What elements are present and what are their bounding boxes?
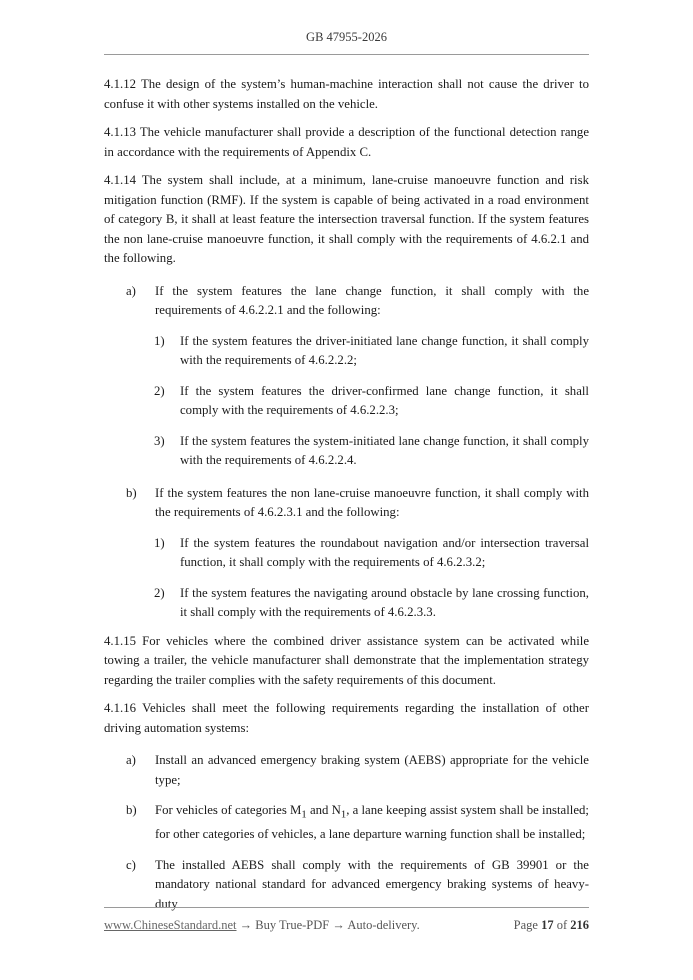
list-text: If the system features the lane change function, it shall comply with the requirements of 4.6.2.2.1 and the following: [155, 283, 589, 317]
running-header: GB 47955-2026 [306, 30, 387, 44]
sub-list-item [104, 534, 589, 573]
sub-list-label: 3) [154, 433, 165, 448]
text-run: , a lane keeping assist system shall be installed; for other categories of vehicles, a lane departure warning function shall be installed; [155, 803, 589, 842]
buy-pdf-link[interactable]: Buy True-PDF [255, 918, 330, 932]
sub-list-label: 1) [154, 535, 165, 550]
sub-list-text: If the system features the system-initiated lane change function, it shall comply with the requirements of 4.6.2.2.4. [180, 433, 589, 467]
text-run: For vehicles of categories M [155, 803, 302, 817]
text-run: and N [306, 803, 341, 817]
sub-list-label: 1) [154, 333, 165, 348]
clause-4-1-13: 4.1.13 The vehicle manufacturer shall provide a description of the functional detection range in accordance with the requirements of Appendix C. [104, 125, 589, 159]
sub-list-text: If the system features the roundabout navigation and/or intersection traversal function, it shall comply with the requirements of 4.6.2.3.2; [180, 535, 589, 569]
sub-list-item [104, 382, 589, 421]
subscript: 1 [301, 809, 307, 821]
list-label: a) [126, 283, 136, 298]
header-rule [104, 54, 589, 55]
footer-links [104, 918, 420, 933]
clause-4-1-14: 4.1.14 The system shall include, at a minimum, lane-cruise manoeuvre function and risk mitigation function (RMF). If the system is capable of being activated in a road environment of category B, it shall at least feature the intersection traversal function. If the system features the non lane-cruise manoeuvre function, it shall comply with the requirements of 4.6.2.1 and the following. [104, 173, 589, 265]
subscript: 1 [340, 809, 347, 821]
sub-list-text: If the system features the driver-confirmed lane change function, it shall comply with the requirements of 4.6.2.2.3; [180, 383, 589, 417]
list-item [104, 751, 589, 790]
sub-list-text: If the system features the driver-initiated lane change function, it shall comply with the requirements of 4.6.2.2.2; [180, 333, 589, 367]
list-text: The installed AEBS shall comply with the requirements of GB 39901 or the mandatory national standard for advanced emergency braking systems of heavy-duty [155, 857, 589, 911]
list-text [155, 801, 589, 845]
list-label: b) [126, 803, 137, 817]
page-number [514, 918, 589, 933]
sub-list-item [104, 432, 589, 471]
list-text: If the system features the non lane-cruise manoeuvre function, it shall comply with the requirements of 4.6.2.3.1 and the following: [155, 485, 589, 519]
page-body [104, 75, 589, 925]
sub-list-label: 2) [154, 383, 165, 398]
sub-list-item [104, 332, 589, 371]
list-item [104, 282, 589, 321]
footer-rule [104, 907, 589, 908]
list-item [104, 801, 589, 845]
sub-list-item [104, 584, 589, 623]
auto-delivery-text: Auto-delivery. [347, 918, 420, 932]
arrow-icon: → [236, 918, 256, 932]
clause-4-1-12: 4.1.12 The design of the system’s human-machine interaction shall not cause the driver to confuse it with other systems installed on the vehicle. [104, 77, 589, 111]
current-page: 17 [541, 918, 554, 932]
total-pages: 216 [570, 918, 589, 932]
list-text: Install an advanced emergency braking system (AEBS) appropriate for the vehicle type; [155, 753, 589, 787]
list-label: c) [126, 857, 136, 872]
sub-list-label: 2) [154, 585, 165, 600]
clause-4-1-16: 4.1.16 Vehicles shall meet the following requirements regarding the installation of other driving automation systems: [104, 701, 589, 735]
list-label: a) [126, 753, 136, 767]
of-word: of [556, 918, 568, 932]
list-item [104, 484, 589, 523]
page-footer [104, 918, 589, 933]
list-label: b) [126, 485, 137, 500]
website-link[interactable]: www.ChineseStandard.net [104, 918, 237, 932]
list-item [104, 856, 589, 915]
sub-list-text: If the system features the navigating around obstacle by lane crossing function, it shall comply with the requirements of 4.6.2.3.3. [180, 585, 589, 619]
arrow-icon: → [329, 918, 348, 932]
page-word: Page [513, 918, 538, 932]
clause-4-1-15: 4.1.15 For vehicles where the combined driver assistance system can be activated while towing a trailer, the vehicle manufacturer shall demonstrate that the implementation strategy regarding the trailer complies with the safety requirements of this document. [104, 633, 589, 687]
